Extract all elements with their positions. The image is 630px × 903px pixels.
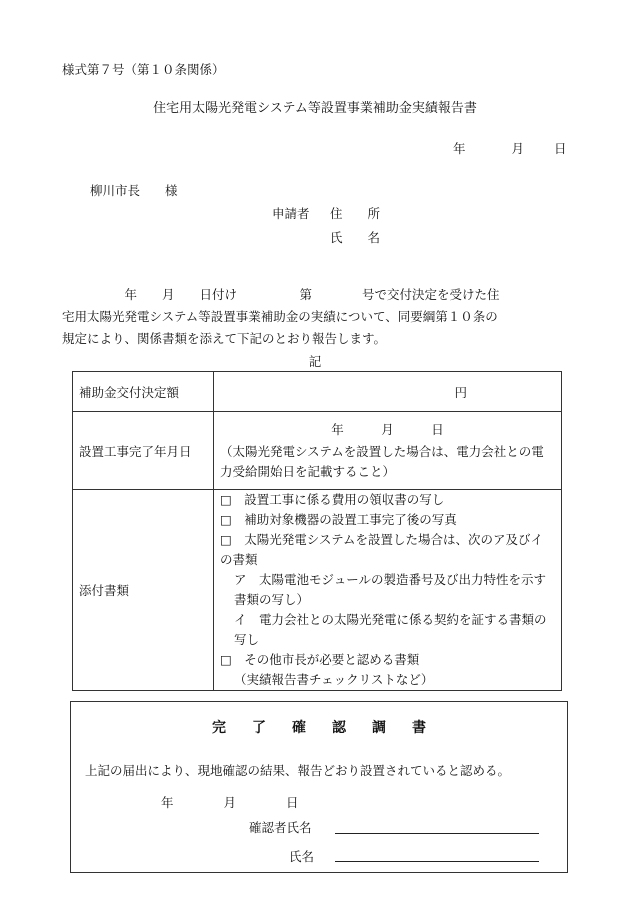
grant-amount-label: 補助金交付決定額 <box>73 372 214 412</box>
attachment-note: （実績報告書チェックリストなど） <box>234 672 434 687</box>
table-row <box>73 372 562 412</box>
attachments-field <box>214 490 562 691</box>
title-char: 調 <box>372 720 386 736</box>
confirmation-text: 上記の届出により、現地確認の結果、報告どおり設置されていると認める。 <box>85 763 511 778</box>
title-char: 確 <box>292 720 306 736</box>
title-char: 完 <box>212 720 226 736</box>
attachment-item-checkbox[interactable]: □ 補助対象機器の設置工事完了後の写真 <box>220 512 457 527</box>
attachment-subitem: ア 太陽電池モジュールの製造番号及び出力特性を示す書類の写し） <box>234 572 547 607</box>
title-char: 了 <box>252 720 266 736</box>
addressee: 柳川市長 様 <box>90 183 178 198</box>
second-name-line[interactable] <box>335 861 539 862</box>
paragraph-line: 年 月 日付け 第 号で交付決定を受けた住 <box>62 287 500 302</box>
date-year: 年 <box>453 141 466 156</box>
address-label: 住 所 <box>330 206 381 221</box>
date-day: 日 <box>553 141 567 156</box>
attachment-item-checkbox[interactable]: □ 太陽光発電システムを設置した場合は、次のア及びイの書類 <box>220 532 544 567</box>
title-char: 書 <box>412 720 426 736</box>
confirmer-name-label: 確認者氏名 <box>249 820 312 835</box>
ki-heading: 記 <box>308 354 322 369</box>
attachment-subitem: イ 電力会社との太陽光発電に係る契約を証する書類の写し <box>234 612 547 647</box>
confirmer-name-line[interactable] <box>335 833 539 834</box>
report-date <box>453 139 566 157</box>
completion-date-field[interactable] <box>214 412 562 490</box>
grant-amount-field[interactable] <box>214 372 562 412</box>
completion-date-note: （太陽光発電システムを設置した場合は、電力会社との電力受給開始日を記載すること） <box>220 443 544 479</box>
completion-date: 年 月 日 <box>331 421 444 437</box>
table-row <box>73 412 562 490</box>
date-month: 月 <box>511 141 524 156</box>
paragraph-line: 規定により、関係書類を添えて下記のとおり報告します。 <box>62 331 387 346</box>
table-row <box>73 490 562 691</box>
report-table <box>72 371 562 691</box>
confirmation-box <box>70 701 568 873</box>
attachment-item-checkbox[interactable]: □ 設置工事に係る費用の領収書の写し <box>220 492 445 507</box>
completion-date-label: 設置工事完了年月日 <box>73 412 214 490</box>
name-label: 氏 名 <box>330 230 381 245</box>
applicant-label: 申請者 <box>272 206 310 221</box>
title-char: 認 <box>332 720 346 736</box>
paragraph-line: 宅用太陽光発電システム等設置事業補助金の実績について、同要綱第１０条の <box>62 309 498 324</box>
attachment-item-checkbox[interactable]: □ その他市長が必要と認める書類 <box>220 652 420 667</box>
attachments-label: 添付書類 <box>73 490 214 691</box>
second-name-label: 氏名 <box>289 849 315 864</box>
confirmation-date: 年 月 日 <box>161 795 299 810</box>
document-title: 住宅用太陽光発電システム等設置事業補助金実績報告書 <box>153 101 477 116</box>
yen-unit: 円 <box>454 384 467 400</box>
form-number: 様式第７号（第１０条関係） <box>62 62 225 77</box>
confirmation-title <box>71 717 567 737</box>
report-paragraph <box>62 284 570 350</box>
